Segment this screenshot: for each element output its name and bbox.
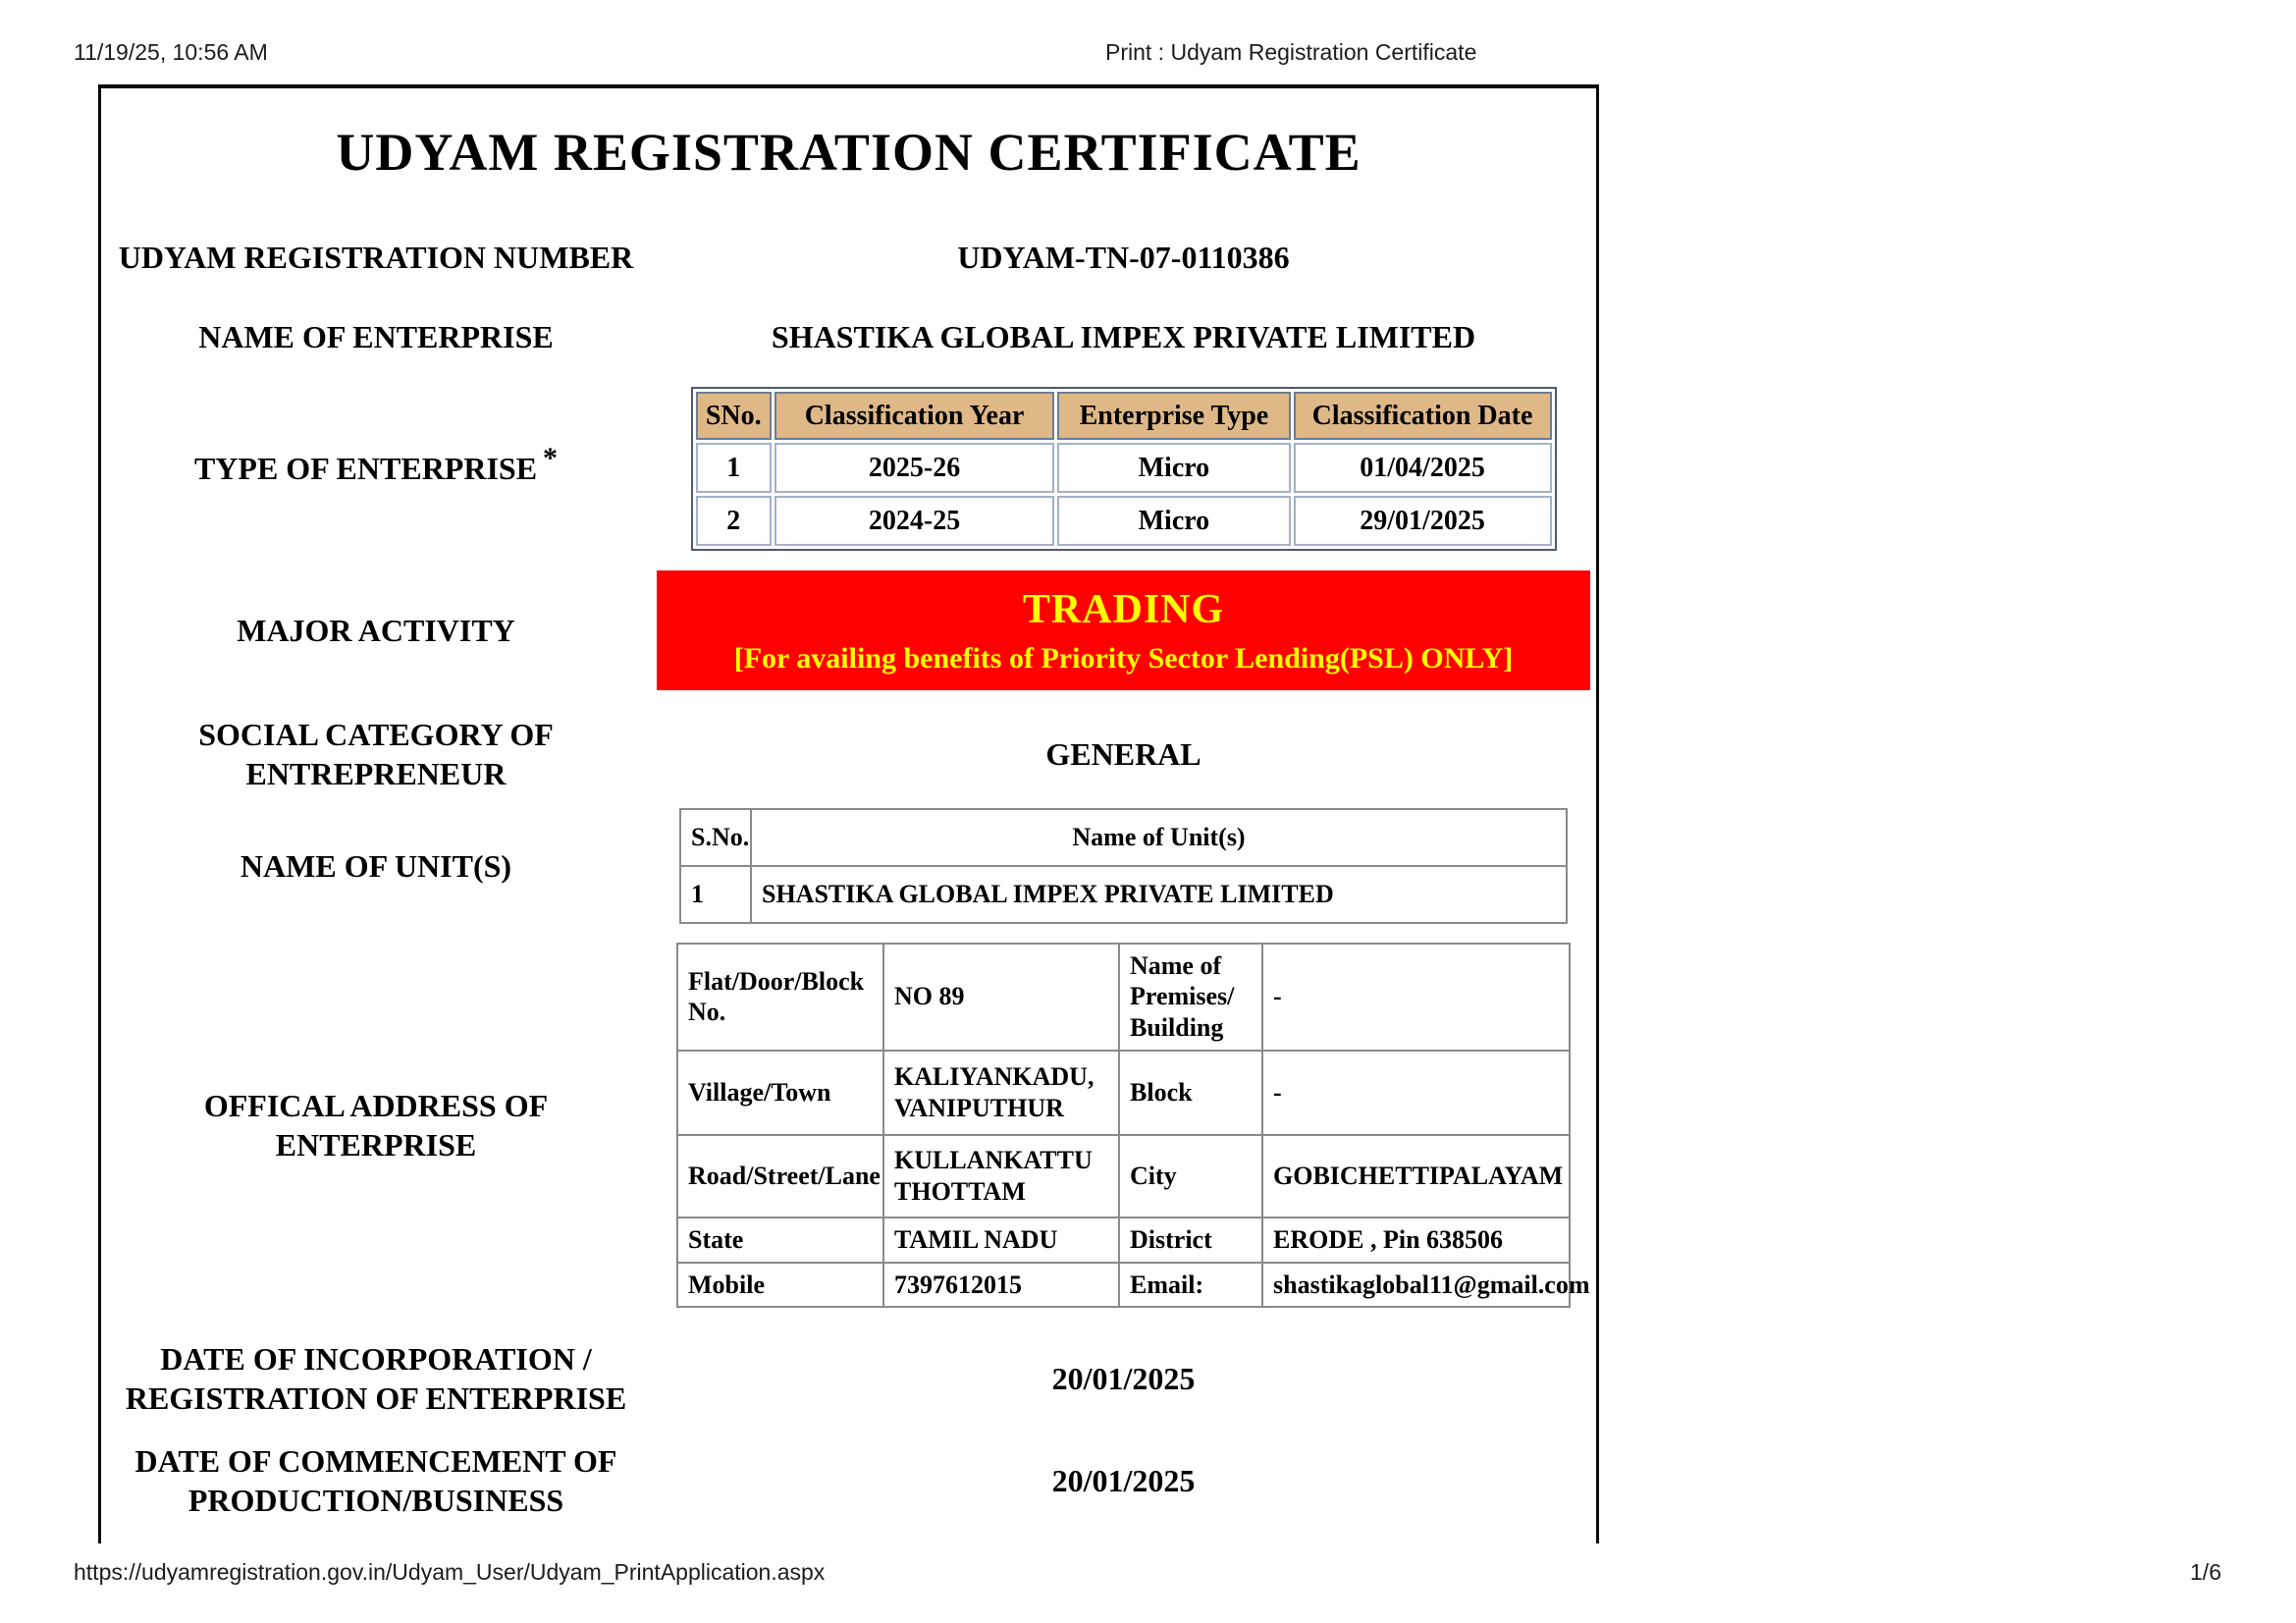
address-cell-label: Road/Street/Lane: [677, 1135, 883, 1217]
address-cell-value: NO 89: [883, 944, 1119, 1051]
units-header-name: Name of Unit(s): [751, 809, 1567, 866]
address-cell-value: KALIYANKADU, VANIPUTHUR: [883, 1051, 1119, 1135]
classification-header-type: Enterprise Type: [1057, 392, 1290, 440]
classification-cell: 01/04/2025: [1294, 443, 1552, 493]
address-cell-value: 7397612015: [883, 1263, 1119, 1308]
units-row: [101, 817, 1596, 915]
address-cell-value: -: [1262, 1051, 1570, 1135]
incorporation-date-row: [101, 1343, 1596, 1414]
classification-cell: 29/01/2025: [1294, 496, 1552, 546]
classification-cell: Micro: [1057, 496, 1290, 546]
address-cell-label: State: [677, 1217, 883, 1263]
commencement-date-label: DATE OF COMMENCEMENT OF PRODUCTION/BUSINESS: [134, 1443, 617, 1518]
units-header-row: [680, 809, 1567, 866]
classification-cell: 2: [696, 496, 772, 546]
classification-cell: 1: [696, 443, 772, 493]
address-table-wrap: [651, 948, 1596, 1302]
address-cell-label: Village/Town: [677, 1051, 883, 1135]
incorporation-date-value: 20/01/2025: [1051, 1361, 1196, 1396]
commencement-date-row: [101, 1445, 1596, 1516]
enterprise-name-value: SHASTIKA GLOBAL IMPEX PRIVATE LIMITED: [771, 319, 1476, 354]
asterisk-mark: *: [543, 442, 559, 475]
classification-table: [691, 387, 1557, 551]
address-cell-label: City: [1119, 1135, 1262, 1217]
official-address-label: OFFICAL ADDRESS OF ENTERPRISE: [203, 1088, 549, 1163]
classification-cell: 2024-25: [774, 496, 1054, 546]
print-header-title: Print : Udyam Registration Certificate: [1105, 39, 1477, 65]
address-row-state: [677, 1217, 1570, 1263]
official-address-row: [101, 948, 1596, 1302]
registration-number-row: [101, 226, 1596, 289]
classification-cell: Micro: [1057, 443, 1290, 493]
type-of-enterprise-label: [101, 399, 651, 538]
type-of-enterprise-table-wrap: [651, 399, 1596, 538]
address-cell-value: ERODE , Pin 638506: [1262, 1217, 1570, 1263]
address-cell-value: GOBICHETTIPALAYAM: [1262, 1135, 1570, 1217]
address-row-flat: [677, 944, 1570, 1051]
commencement-date-value: 20/01/2025: [1051, 1463, 1196, 1498]
classification-header-sno: SNo.: [696, 392, 772, 440]
major-activity-note: [For availing benefits of Priority Sector Lending(PSL) ONLY]: [733, 641, 1514, 675]
units-table-wrap: [651, 817, 1596, 915]
address-table: [676, 943, 1590, 1309]
address-cell-value: KULLANKATTU THOTTAM: [883, 1135, 1119, 1217]
units-label: NAME OF UNIT(S): [240, 848, 512, 884]
classification-row: [696, 443, 1552, 493]
classification-header-row: [696, 392, 1552, 440]
classification-header-year: Classification Year: [774, 392, 1054, 440]
registration-number-label: UDYAM REGISTRATION NUMBER: [118, 240, 634, 275]
registration-number-value: UDYAM-TN-07-0110386: [957, 240, 1290, 275]
address-cell-label: District: [1119, 1217, 1262, 1263]
address-cell-label: Mobile: [677, 1263, 883, 1308]
print-header-datetime: 11/19/25, 10:56 AM: [74, 39, 268, 65]
certificate-title: UDYAM REGISTRATION CERTIFICATE: [336, 123, 1362, 182]
type-of-enterprise-row: [101, 399, 1596, 538]
major-activity-banner: [657, 570, 1590, 690]
incorporation-date-label: DATE OF INCORPORATION / REGISTRATION OF ENTERPRISE: [125, 1341, 627, 1416]
major-activity-banner-wrap: [651, 569, 1596, 691]
units-cell-name: SHASTIKA GLOBAL IMPEX PRIVATE LIMITED: [751, 866, 1567, 923]
address-cell-value: TAMIL NADU: [883, 1217, 1119, 1263]
enterprise-name-row: [101, 306, 1596, 367]
social-category-value: GENERAL: [1045, 736, 1201, 772]
print-footer-page-indicator: 1/6: [2190, 1559, 2221, 1585]
address-cell-label: Flat/Door/Block No.: [677, 944, 883, 1051]
address-row-mobile: [677, 1263, 1570, 1308]
units-table: [679, 808, 1568, 924]
social-category-row: [101, 713, 1596, 795]
major-activity-row: [101, 569, 1596, 691]
type-of-enterprise-label-text: TYPE OF ENTERPRISE: [193, 451, 538, 486]
address-cell-label: Email:: [1119, 1263, 1262, 1308]
classification-row: [696, 496, 1552, 546]
print-footer-url: https://udyamregistration.gov.in/Udyam_User/Udyam_PrintApplication.aspx: [74, 1559, 826, 1585]
address-cell-value: shastikaglobal11@gmail.com: [1262, 1263, 1570, 1308]
certificate-document: [98, 84, 1599, 1543]
classification-cell: 2025-26: [774, 443, 1054, 493]
classification-header-date: Classification Date: [1294, 392, 1552, 440]
address-row-road: [677, 1135, 1570, 1217]
units-data-row: [680, 866, 1567, 923]
units-cell-sno: 1: [680, 866, 751, 923]
address-cell-label: Block: [1119, 1051, 1262, 1135]
address-cell-label: Name of Premises/ Building: [1119, 944, 1262, 1051]
major-activity-label: MAJOR ACTIVITY: [237, 613, 515, 648]
major-activity-value: TRADING: [1022, 587, 1225, 632]
address-cell-value: -: [1262, 944, 1570, 1051]
address-row-village: [677, 1051, 1570, 1135]
units-header-sno: S.No.: [680, 809, 751, 866]
social-category-label: SOCIAL CATEGORY OF ENTREPRENEUR: [198, 717, 554, 791]
enterprise-name-label: NAME OF ENTERPRISE: [198, 319, 554, 354]
